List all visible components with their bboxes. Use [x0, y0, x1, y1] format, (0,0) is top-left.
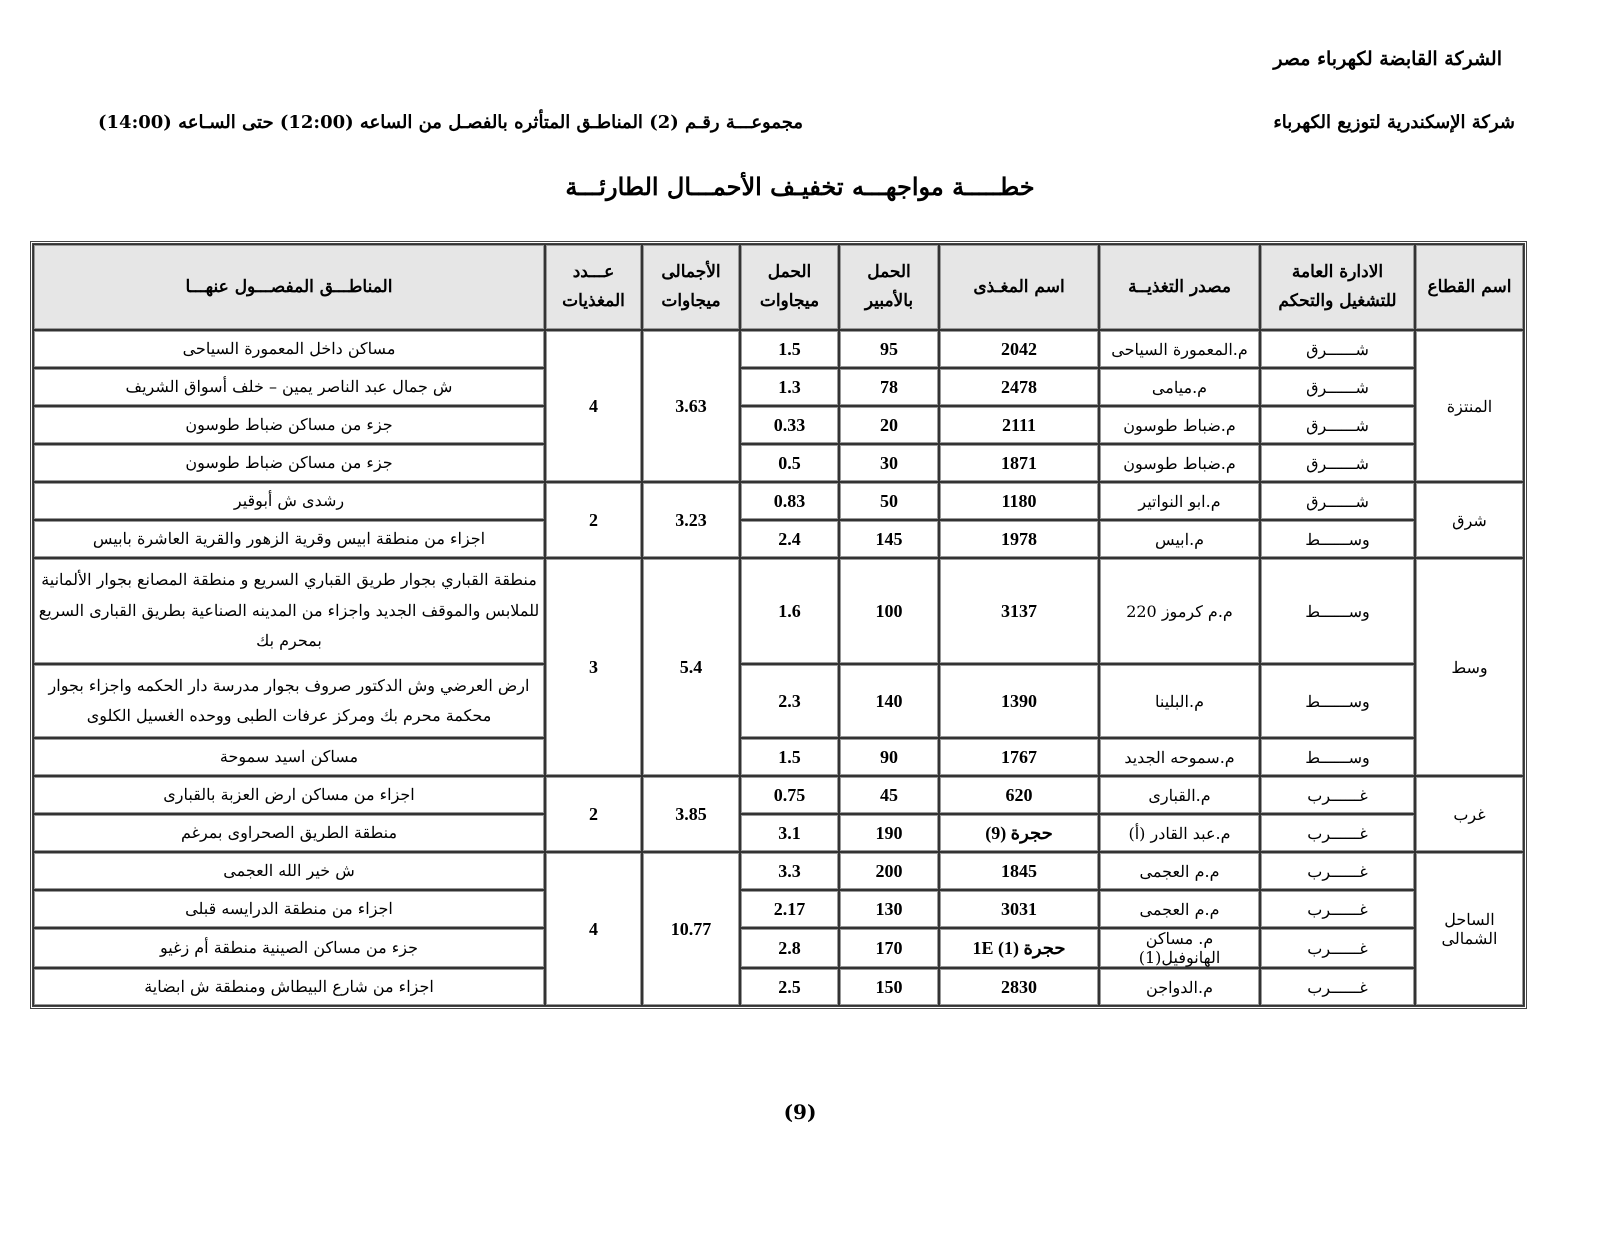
admin-cell: وســــــط	[1260, 738, 1415, 776]
amp-cell: 190	[839, 814, 939, 852]
admin-cell: غــــــرب	[1260, 776, 1415, 814]
mw-cell: 2.8	[740, 928, 839, 968]
area-cell: جزء من مساكن الصينية منطقة أم زغيو	[33, 928, 545, 968]
mw-cell: 1.5	[740, 330, 839, 368]
admin-cell: شــــــرق	[1260, 482, 1415, 520]
feeder-cell: 3137	[939, 558, 1099, 664]
column-header: اسم القطاع	[1415, 244, 1524, 330]
table-row	[33, 368, 1524, 406]
admin-cell: غــــــرب	[1260, 968, 1415, 1006]
admin-cell: شــــــرق	[1260, 330, 1415, 368]
table-row	[33, 330, 1524, 368]
amp-cell: 130	[839, 890, 939, 928]
feeder-count-cell: 3	[545, 558, 642, 776]
admin-cell: غــــــرب	[1260, 852, 1415, 890]
mw-cell: 1.3	[740, 368, 839, 406]
area-cell: ارض العرضي وش الدكتور صروف بجوار مدرسة دار الحكمه واجزاء بجوار محكمة محرم بك ومركز عرفات الطبى ووحده الغسيل الكلوى	[33, 664, 545, 738]
source-cell: م.ميامى	[1099, 368, 1260, 406]
amp-cell: 78	[839, 368, 939, 406]
source-cell: م.م كرموز 220	[1099, 558, 1260, 664]
holding-company-name: الشركة القابضة لكهرباء مصر	[1273, 48, 1502, 70]
admin-cell: غــــــرب	[1260, 928, 1415, 968]
amp-cell: 45	[839, 776, 939, 814]
mw-cell: 2.17	[740, 890, 839, 928]
amp-cell: 200	[839, 852, 939, 890]
feeder-cell: 1845	[939, 852, 1099, 890]
amp-cell: 150	[839, 968, 939, 1006]
table-row	[33, 444, 1524, 482]
feeder-count-cell: 4	[545, 330, 642, 482]
area-cell: اجزاء من منطقة ابيس وقرية الزهور والقرية العاشرة بابيس	[33, 520, 545, 558]
sector-cell: شرق	[1415, 482, 1524, 558]
document-title: خطـــــة مواجهـــه تخفيـف الأحمـــال الطارئـــة	[565, 172, 1035, 201]
feeder-cell: 3031	[939, 890, 1099, 928]
feeder-cell: 2042	[939, 330, 1099, 368]
feeder-count-cell: 2	[545, 482, 642, 558]
column-header: مصدر التغذيــة	[1099, 244, 1260, 330]
feeder-cell: 2830	[939, 968, 1099, 1006]
mw-cell: 2.4	[740, 520, 839, 558]
area-cell: ش خير الله العجمى	[33, 852, 545, 890]
amp-cell: 20	[839, 406, 939, 444]
source-cell: م.البلينا	[1099, 664, 1260, 738]
area-cell: اجزاء من منطقة الدرايسه قبلى	[33, 890, 545, 928]
total-mw-cell: 3.23	[642, 482, 740, 558]
mw-cell: 2.5	[740, 968, 839, 1006]
source-cell: م.ضباط طوسون	[1099, 406, 1260, 444]
mw-cell: 3.3	[740, 852, 839, 890]
sector-cell: غرب	[1415, 776, 1524, 852]
source-cell: م.المعمورة السياحى	[1099, 330, 1260, 368]
amp-cell: 100	[839, 558, 939, 664]
table-row	[33, 406, 1524, 444]
table-row	[33, 664, 1524, 738]
table-row	[33, 928, 1524, 968]
column-header: الأجمالى ميجاوات	[642, 244, 740, 330]
table-row	[33, 558, 1524, 664]
area-cell: رشدى ش أبوقير	[33, 482, 545, 520]
source-cell: م.القبارى	[1099, 776, 1260, 814]
mw-cell: 0.83	[740, 482, 839, 520]
amp-cell: 90	[839, 738, 939, 776]
feeder-cell: 2478	[939, 368, 1099, 406]
source-cell: م.ابيس	[1099, 520, 1260, 558]
mw-cell: 1.5	[740, 738, 839, 776]
feeder-count-cell: 4	[545, 852, 642, 1006]
sector-cell: وسط	[1415, 558, 1524, 776]
area-cell: مساكن داخل المعمورة السياحى	[33, 330, 545, 368]
amp-cell: 145	[839, 520, 939, 558]
total-mw-cell: 3.85	[642, 776, 740, 852]
admin-cell: وســــــط	[1260, 664, 1415, 738]
source-cell: م.الدواجن	[1099, 968, 1260, 1006]
page-number: (9)	[783, 1100, 817, 1124]
source-cell: م.م العجمى	[1099, 890, 1260, 928]
table-row	[33, 814, 1524, 852]
group-info: مجموعـــة رقـم (2) المناطـق المتأثره بالفصـل من الساعه (12:00) حتى السـاعه (14:00)	[98, 112, 804, 133]
table-row	[33, 738, 1524, 776]
admin-cell: شــــــرق	[1260, 368, 1415, 406]
sector-cell: الساحل الشمالى	[1415, 852, 1524, 1006]
admin-cell: شــــــرق	[1260, 444, 1415, 482]
source-cell: م.عبد القادر (أ)	[1099, 814, 1260, 852]
mw-cell: 1.6	[740, 558, 839, 664]
area-cell: منطقة الطريق الصحراوى بمرغم	[33, 814, 545, 852]
column-header: الادارة العامة للتشغيل والتحكم	[1260, 244, 1415, 330]
area-cell: منطقة القباري بجوار طريق القباري السريع و منطقة المصانع بجوار الألمانية للملابس والموقف الجديد واجزاء من المدينه الصناعية بطريق القبارى السريع بمحرم بك	[33, 558, 545, 664]
column-header: اسم المغـذى	[939, 244, 1099, 330]
admin-cell: غــــــرب	[1260, 814, 1415, 852]
area-cell: جزء من مساكن ضباط طوسون	[33, 406, 545, 444]
amp-cell: 140	[839, 664, 939, 738]
source-cell: م. مساكن الهانوفيل(1)	[1099, 928, 1260, 968]
total-mw-cell: 5.4	[642, 558, 740, 776]
mw-cell: 3.1	[740, 814, 839, 852]
admin-cell: وســــــط	[1260, 558, 1415, 664]
feeder-cell: 1978	[939, 520, 1099, 558]
admin-cell: وســــــط	[1260, 520, 1415, 558]
table-row	[33, 482, 1524, 520]
feeder-cell: 2111	[939, 406, 1099, 444]
admin-cell: غــــــرب	[1260, 890, 1415, 928]
table-row	[33, 968, 1524, 1006]
feeder-cell: حجرة (9)	[939, 814, 1099, 852]
column-header: عـــدد المغذيات	[545, 244, 642, 330]
total-mw-cell: 3.63	[642, 330, 740, 482]
table-row	[33, 520, 1524, 558]
mw-cell: 0.75	[740, 776, 839, 814]
feeder-cell: 1871	[939, 444, 1099, 482]
feeder-cell: 1767	[939, 738, 1099, 776]
source-cell: م.سموحه الجديد	[1099, 738, 1260, 776]
column-header: الحمل بالأمبير	[839, 244, 939, 330]
mw-cell: 2.3	[740, 664, 839, 738]
feeder-cell: حجرة (1) 1E	[939, 928, 1099, 968]
area-cell: اجزاء من شارع البيطاش ومنطقة ش ابضاية	[33, 968, 545, 1006]
source-cell: م.ضباط طوسون	[1099, 444, 1260, 482]
amp-cell: 170	[839, 928, 939, 968]
company-name: شركة الإسكندرية لتوزيع الكهرباء	[1273, 112, 1515, 133]
admin-cell: شــــــرق	[1260, 406, 1415, 444]
load-shedding-table	[30, 241, 1527, 1009]
sector-cell: المنتزة	[1415, 330, 1524, 482]
feeder-cell: 620	[939, 776, 1099, 814]
table-row	[33, 890, 1524, 928]
feeder-cell: 1390	[939, 664, 1099, 738]
mw-cell: 0.33	[740, 406, 839, 444]
area-cell: اجزاء من مساكن ارض العزبة بالقبارى	[33, 776, 545, 814]
amp-cell: 50	[839, 482, 939, 520]
source-cell: م.م العجمى	[1099, 852, 1260, 890]
source-cell: م.ابو النواتير	[1099, 482, 1260, 520]
feeder-count-cell: 2	[545, 776, 642, 852]
feeder-cell: 1180	[939, 482, 1099, 520]
table-row	[33, 852, 1524, 890]
amp-cell: 30	[839, 444, 939, 482]
column-header: الحمل ميجاوات	[740, 244, 839, 330]
amp-cell: 95	[839, 330, 939, 368]
area-cell: ش جمال عبد الناصر يمين – خلف أسواق الشريف	[33, 368, 545, 406]
table-row	[33, 776, 1524, 814]
column-header: المناطـــق المفصـــول عنهـــا	[33, 244, 545, 330]
area-cell: مساكن اسيد سموحة	[33, 738, 545, 776]
area-cell: جزء من مساكن ضباط طوسون	[33, 444, 545, 482]
mw-cell: 0.5	[740, 444, 839, 482]
total-mw-cell: 10.77	[642, 852, 740, 1006]
